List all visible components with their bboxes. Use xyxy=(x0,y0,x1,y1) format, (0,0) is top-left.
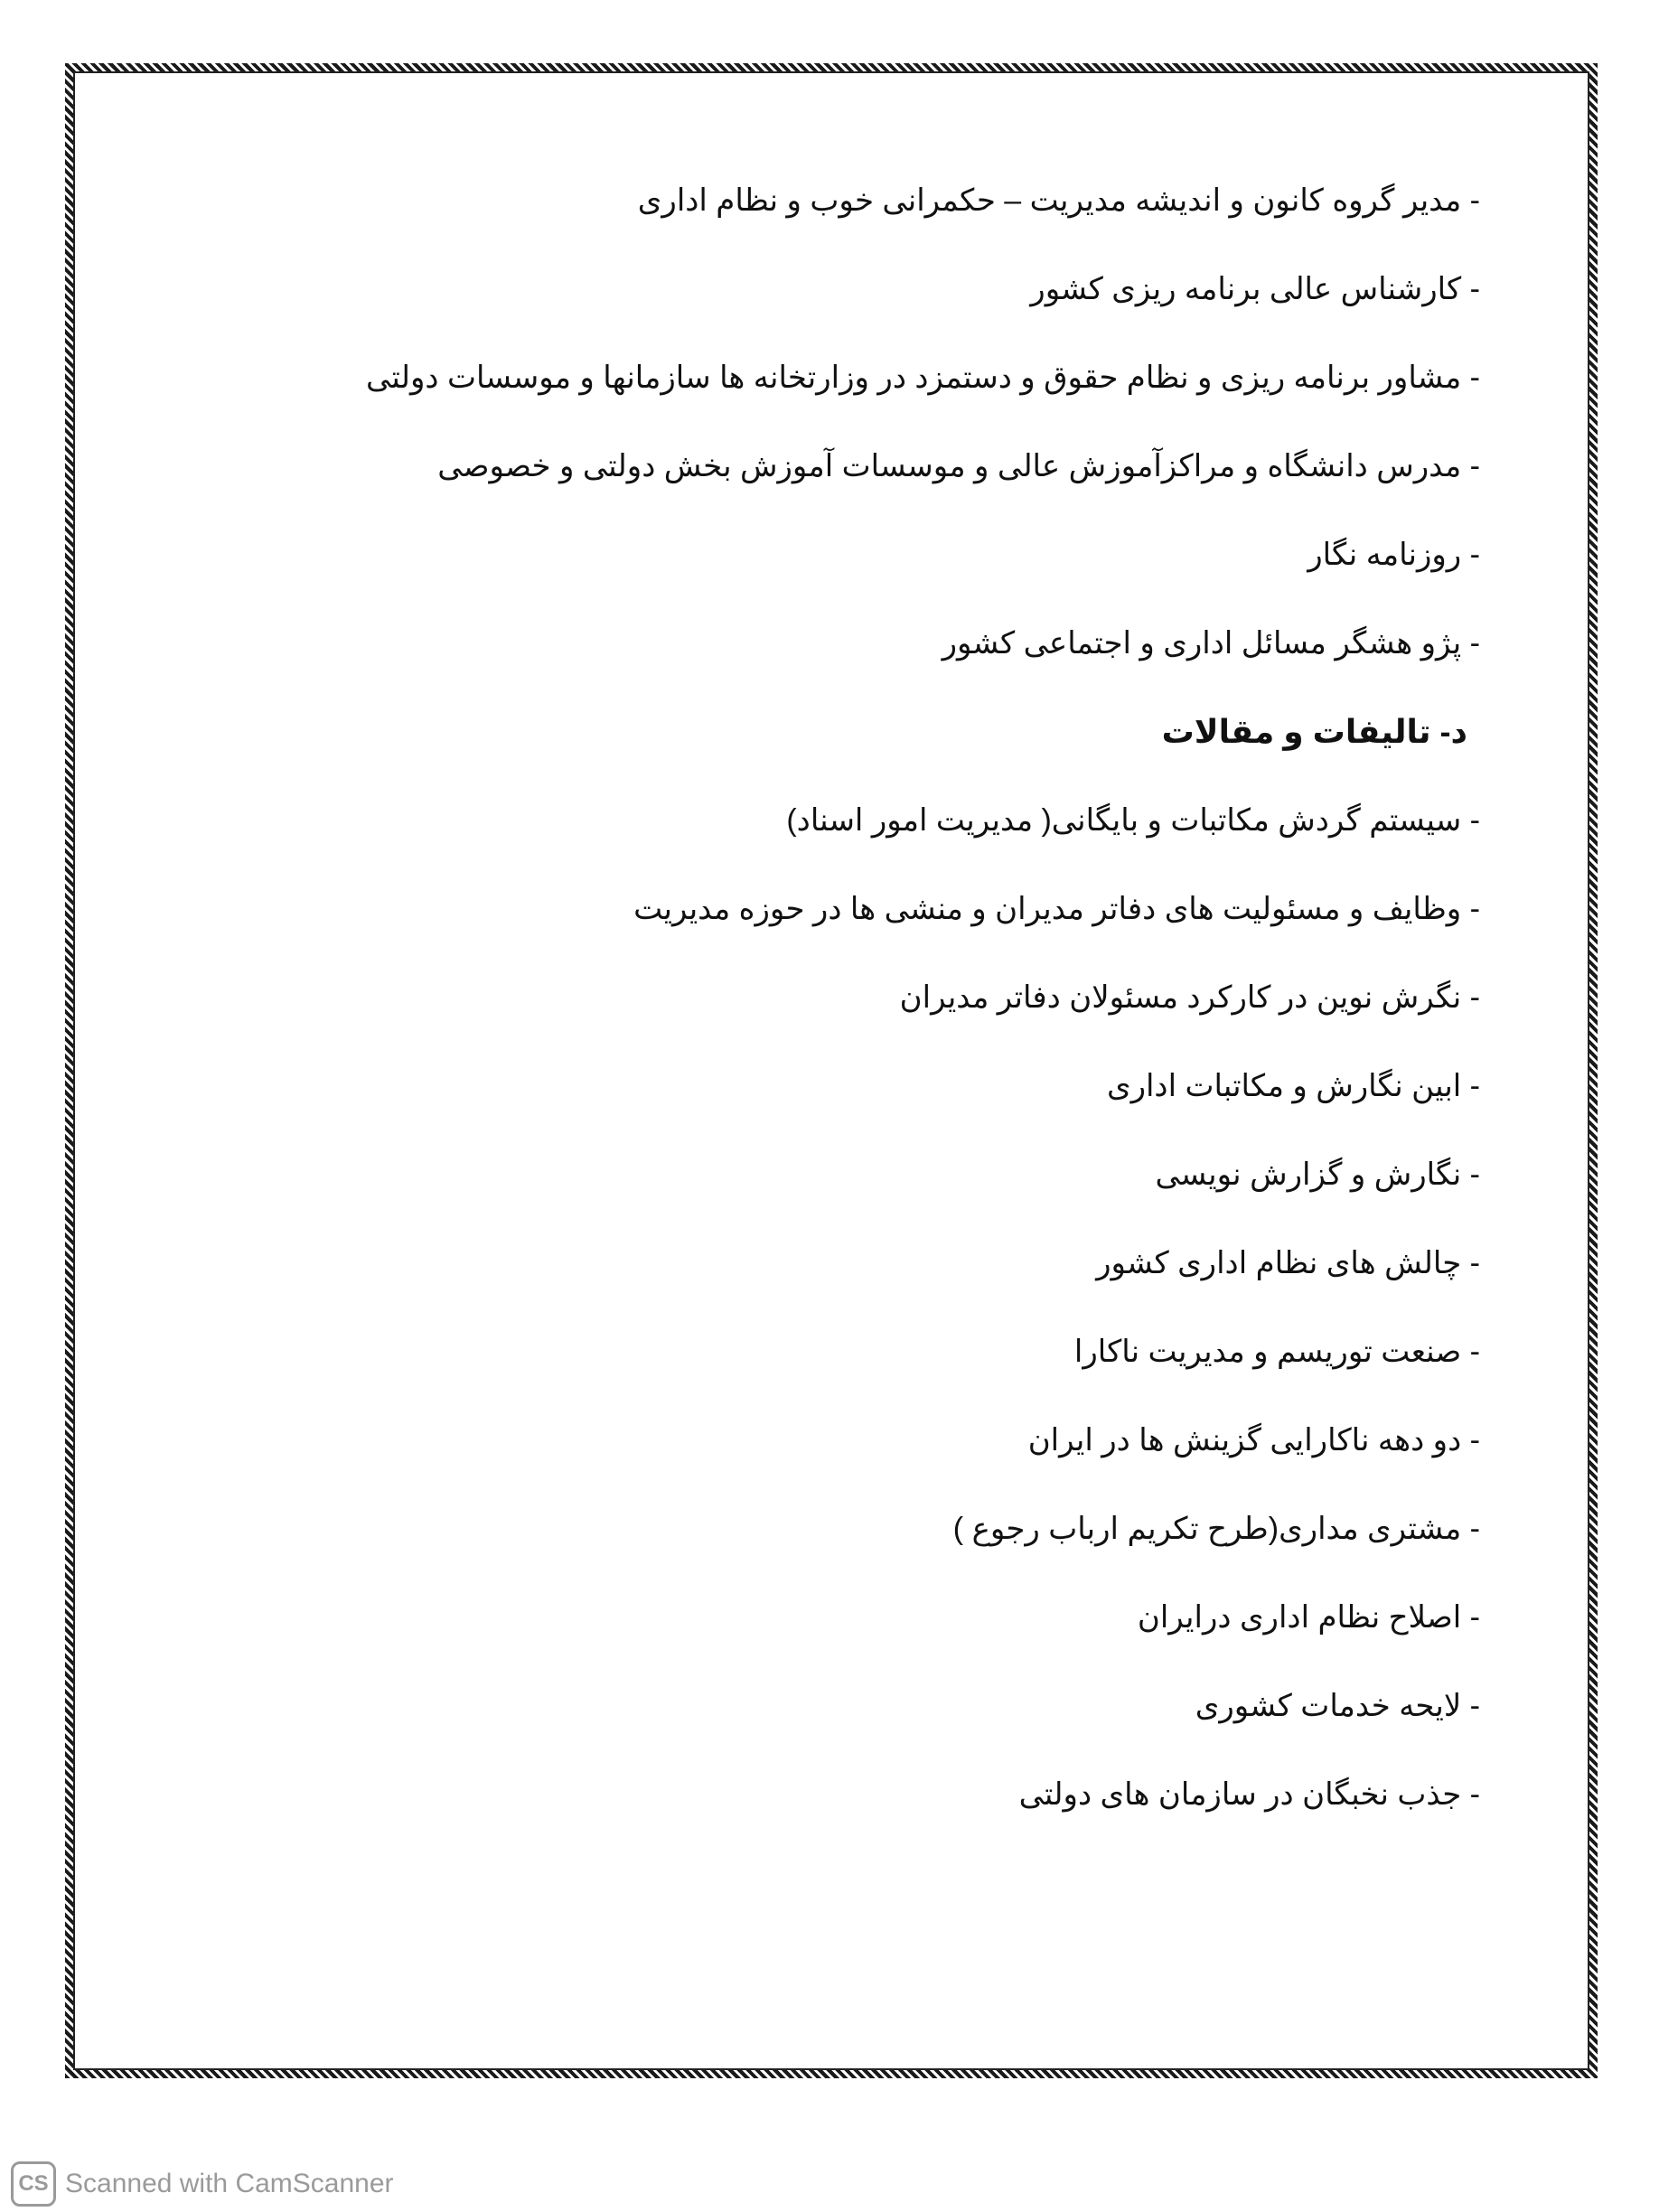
experience-item: - مدرس دانشگاه و مراکزآموزش عالی و موسسات آموزش بخش دولتی و خصوصی xyxy=(437,449,1480,483)
publication-item: - جذب نخبگان در سازمان های دولتی xyxy=(1018,1777,1480,1812)
experience-item: - کارشناس عالی برنامه ریزی کشور xyxy=(1030,272,1480,306)
publication-item: - ابین نگارش و مکاتبات اداری xyxy=(1106,1069,1480,1103)
watermark-text: Scanned with CamScanner xyxy=(65,2169,394,2198)
camscanner-watermark xyxy=(11,2161,394,2207)
experience-item: - مدیر گروه کانون و اندیشه مدیریت – حکمرانی خوب و نظام اداری xyxy=(637,183,1480,218)
publication-item: - لایحه خدمات کشوری xyxy=(1195,1689,1480,1723)
publication-item: - دو دهه ناکارایی گزینش ها در ایران xyxy=(1027,1423,1480,1457)
publication-item: - سیستم گردش مکاتبات و بایگانی( مدیریت امور اسناد) xyxy=(786,803,1480,838)
publications-heading: د- تالیفات و مقالات xyxy=(1161,713,1467,750)
experience-item: - روزنامه نگار xyxy=(1308,538,1480,572)
document-content xyxy=(179,181,1480,1863)
publication-item: - صنعت توریسم و مدیریت ناکارا xyxy=(1073,1335,1480,1369)
publication-item: - وظایف و مسئولیت های دفاتر مدیران و منشی ها در حوزه مدیریت xyxy=(633,892,1480,926)
publication-item: - نگرش نوین در کارکرد مسئولان دفاتر مدیران xyxy=(899,980,1480,1015)
camscanner-logo-icon: CS xyxy=(11,2161,56,2207)
experience-item: - مشاور برنامه ریزی و نظام حقوق و دستمزد در وزارتخانه ها سازمانها و موسسات دولتی xyxy=(366,361,1480,395)
publication-item: - اصلاح نظام اداری درایران xyxy=(1137,1600,1480,1635)
publication-item: - مشتری مداری(طرح تکریم ارباب رجوع ) xyxy=(952,1512,1480,1546)
publication-item: - نگارش و گزارش نویسی xyxy=(1155,1158,1480,1192)
publication-item: - چالش های نظام اداری کشور xyxy=(1096,1246,1480,1280)
experience-item: - پژو هشگر مسائل اداری و اجتماعی کشور xyxy=(942,626,1480,661)
